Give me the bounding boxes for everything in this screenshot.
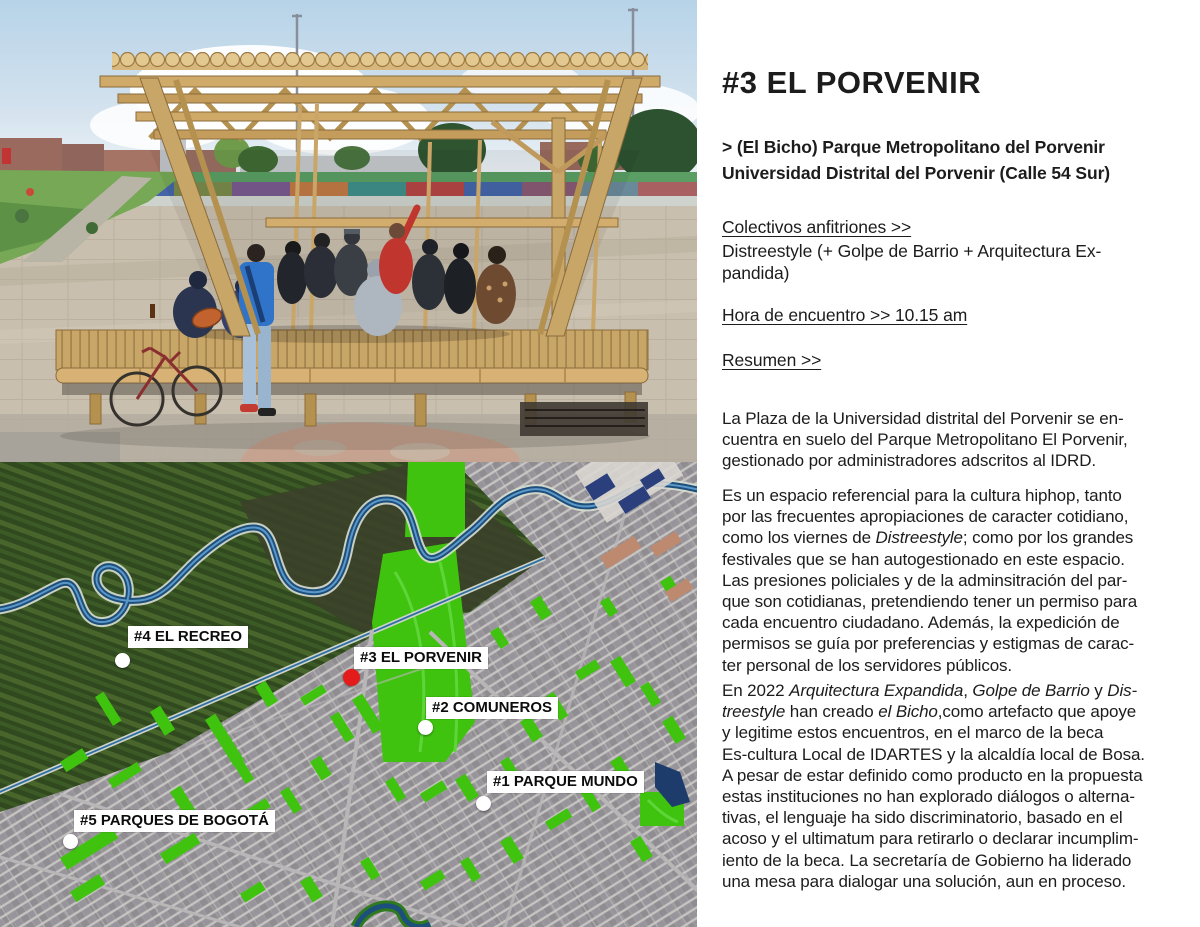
page-title: #3 EL PORVENIR	[722, 64, 982, 100]
map-dot-el-porvenir	[343, 669, 360, 686]
hosts-value: Distreestyle (+ Golpe de Barrio + Arquitectura Ex- pandida)	[722, 241, 1102, 283]
map-label-parques-de-bogota: #5 PARQUES DE BOGOTÁ	[74, 810, 275, 832]
satellite-map-graphic	[0, 462, 697, 927]
map-dot-el-recreo	[115, 653, 130, 668]
map-label-el-porvenir: #3 EL PORVENIR	[354, 647, 488, 669]
summary-paragraph-1: La Plaza de la Universidad distrital del Porvenir se en- cuentra en suelo del Parque Metropolitano El Porvenir, gestionado por administradores adscritos al IDRD.	[722, 409, 1128, 471]
summary-paragraph-2: Es un espacio referencial para la cultura hiphop, tanto por las frecuentes apropiaciones de caracter cotidiano, como los viernes de Distreestyle; como por los grandes festivales que se han autogestionado en este espacio. Las presiones policiales y de la adminsitración del par- que son cotidianas, pretendiendo tener un permiso para cada encuentro ciudadano. Además, la expedición de permisos se guía por preferencias y estigmas de carac- ter personal de los servidores públicos.	[722, 486, 1138, 675]
pavilion-photo	[0, 0, 697, 462]
pavilion-photo-graphic	[0, 0, 697, 462]
map-label-comuneros: #2 COMUNEROS	[426, 697, 558, 719]
map-dot-comuneros	[418, 720, 433, 735]
map-dot-parques-de-bogota	[63, 834, 78, 849]
map-label-parque-mundo: #1 PARQUE MUNDO	[487, 771, 644, 793]
location-subtitle: > (El Bicho) Parque Metropolitano del Porvenir Universidad Distrital del Porvenir (Calle 54 Sur)	[722, 137, 1111, 183]
summary-paragraph-3: En 2022 Arquitectura Expandida, Golpe de Barrio y Dis- treestyle han creado el Bicho,como artefacto que apoye y legitime estos encuentros, en el marco de la beca Es-cultura Local de IDARTES y la alcaldía local de Bosa. A pesar de estar definido como producto en la propuesta estas instituciones no han explorado diálogos o alterna- tivas, el lenguaje ha sido discriminatorio, basado en el acoso y el ultimatum para retirarlo o declarar incumplim- iento de la beca. La secretaría de Gobierno ha liderado una mesa para dialogar una solución, aun en proceso.	[722, 681, 1145, 891]
summary-heading: Resumen >>	[722, 350, 822, 370]
hosts-heading: Colectivos anfitriones >>	[722, 217, 912, 237]
map-dot-parque-mundo	[476, 796, 491, 811]
locations-map	[0, 462, 697, 927]
map-label-el-recreo: #4 EL RECREO	[128, 626, 248, 648]
meeting-time-heading: Hora de encuentro >> 10.15 am	[722, 305, 968, 325]
